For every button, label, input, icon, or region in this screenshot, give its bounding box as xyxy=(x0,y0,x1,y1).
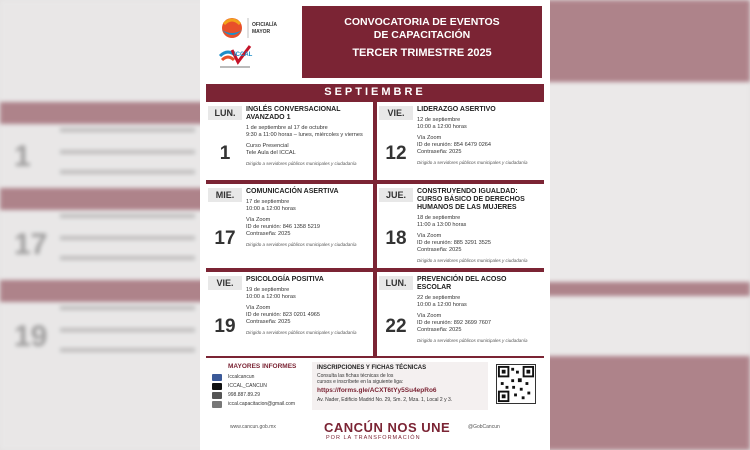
event-title: PSICOLOGÍA POSITIVA xyxy=(246,276,324,283)
registration-link[interactable]: https://forms.gle/ACXT6tYy5Su4epRo6 xyxy=(317,387,437,394)
email-address[interactable]: iccal.capacitacion@gmail.com xyxy=(228,401,296,407)
day-name: VIE. xyxy=(208,276,242,290)
event-location-line: Contraseña: 2025 xyxy=(246,231,291,237)
office-label-1: OFICIALÍA xyxy=(252,22,277,28)
title-line-3: TERCER TRIMESTRE 2025 xyxy=(352,47,492,59)
event-card xyxy=(377,184,544,268)
event-details xyxy=(246,276,371,336)
event-schedule-line: 11:00 a 13:00 horas xyxy=(417,222,467,228)
event-card xyxy=(206,102,373,180)
title-line-1: CONVOCATORIA DE EVENTOS xyxy=(344,16,500,28)
event-location-line: Contraseña: 2025 xyxy=(417,327,462,333)
event-schedule-line: 12 de septiembre xyxy=(417,117,461,123)
info-section xyxy=(206,360,544,412)
day-column xyxy=(377,184,415,268)
event-audience-note: Dirigido a servidores públicos municipales y ciudadanía xyxy=(417,160,528,165)
registration-box xyxy=(312,362,488,410)
event-poster xyxy=(200,0,550,450)
day-number: 1 xyxy=(219,143,231,164)
event-location-line: Vía Zoom xyxy=(417,313,442,319)
event-details xyxy=(417,106,542,166)
contact-title: MAYORES INFORMES xyxy=(228,363,297,370)
event-title: PREVENCIÓN DEL ACOSO ESCOLAR xyxy=(417,276,507,291)
facebook-icon xyxy=(212,374,222,381)
day-name: LUN. xyxy=(379,276,413,290)
event-location-line: Curso Presencial xyxy=(246,143,289,149)
day-number: 17 xyxy=(214,228,236,249)
phone-number[interactable]: 998.887.89.29 xyxy=(228,392,260,398)
day-name: MIE. xyxy=(208,188,242,202)
event-location-line: ID de reunión: 854 6479 0264 xyxy=(417,142,492,148)
qr-code-icon[interactable] xyxy=(496,364,536,404)
day-name: VIE. xyxy=(379,106,413,120)
event-location-line: Vía Zoom xyxy=(246,217,271,223)
event-schedule-line: 19 de septiembre xyxy=(246,287,290,293)
office-label-2: MAYOR xyxy=(252,29,271,35)
event-schedule-line: 1 de septiembre al 17 de octubre xyxy=(246,125,328,131)
blurred-background-left: 1 17 19 xyxy=(0,0,205,450)
event-schedule-line: 10:00 a 12:00 horas xyxy=(246,294,296,300)
event-schedule-line: 22 de septiembre xyxy=(417,295,461,301)
event-location-line: Contraseña: 2025 xyxy=(417,149,462,155)
address: Av. Nader, Edificio Madrid No. 29, Sm. 2, Mza. 1, Local 2 y 3. xyxy=(317,397,453,403)
x-handle[interactable]: ICCAL_CANCUN xyxy=(228,383,267,389)
event-location-line: Vía Zoom xyxy=(417,233,442,239)
event-audience-note: Dirigido a servidores públicos municipales y ciudadanía xyxy=(417,258,528,263)
phone-icon xyxy=(212,392,222,399)
event-audience-note: Dirigido a servidores públicos municipales y ciudadanía xyxy=(246,161,357,166)
brand-slogan: CANCÚN NOS UNE xyxy=(324,420,451,435)
day-column xyxy=(377,272,415,356)
government-logo-icon xyxy=(210,10,300,76)
day-number: 22 xyxy=(385,316,407,337)
event-location-line: Contraseña: 2025 xyxy=(417,247,462,253)
event-details xyxy=(246,106,371,167)
event-audience-note: Dirigido a servidores públicos municipales y ciudadanía xyxy=(246,242,357,247)
website[interactable]: www.cancun.gob.mx xyxy=(230,424,276,430)
event-location-line: Vía Zoom xyxy=(246,305,271,311)
day-number: 19 xyxy=(214,316,236,337)
event-details xyxy=(246,188,371,248)
facebook-handle[interactable]: Iccalcancun xyxy=(228,374,255,380)
iccal-label: ICCAL xyxy=(234,52,253,58)
event-audience-note: Dirigido a servidores públicos municipales y ciudadanía xyxy=(246,330,357,335)
event-schedule-line: 10:00 a 12:00 horas xyxy=(417,124,467,130)
day-name: LUN. xyxy=(208,106,242,120)
event-title: CONSTRUYENDO IGUALDAD: CURSO BÁSICO DE DERECHOS HUMANOS DE LAS MUJERES xyxy=(417,188,525,211)
poster-header xyxy=(200,0,550,82)
poster-footer xyxy=(200,414,550,450)
day-column xyxy=(206,184,244,268)
event-details xyxy=(417,188,542,264)
event-schedule-line: 9:30 a 11:00 horas – lunes, miércoles y viernes xyxy=(246,132,363,138)
month-banner: SEPTIEMBRE xyxy=(206,84,544,100)
event-card xyxy=(377,102,544,180)
registration-desc-2: cursos e inscríbete en la siguiente liga: xyxy=(317,379,404,385)
event-schedule-line: 17 de septiembre xyxy=(246,199,290,205)
contact-info xyxy=(206,360,306,412)
event-card xyxy=(377,272,544,356)
event-schedule-line: 10:00 a 12:00 horas xyxy=(417,302,467,308)
social-handle[interactable]: @GobCancun xyxy=(468,424,500,430)
x-icon xyxy=(212,383,222,390)
event-title: COMUNICACIÓN ASERTIVA xyxy=(246,188,339,195)
event-location-line: Contraseña: 2025 xyxy=(246,319,291,325)
event-card xyxy=(206,272,373,356)
events-grid xyxy=(206,100,544,358)
event-location-line: ID de reunión: 885 3291 3525 xyxy=(417,240,492,246)
title-line-2: DE CAPACITACIÓN xyxy=(373,29,471,41)
title-banner xyxy=(302,6,542,78)
day-column xyxy=(206,102,244,180)
day-column xyxy=(206,272,244,356)
registration-title: INSCRIPCIONES Y FICHAS TÉCNICAS xyxy=(317,365,427,371)
event-location-line: ID de reunión: 846 1358 5219 xyxy=(246,224,321,230)
event-location-line: Tele Aula del ICCAL xyxy=(246,150,296,156)
event-card xyxy=(206,184,373,268)
blurred-background-right xyxy=(545,0,750,450)
event-details xyxy=(417,276,542,344)
email-icon xyxy=(212,401,222,408)
brand-tagline: POR LA TRANSFORMACIÓN xyxy=(326,435,421,441)
event-schedule-line: 18 de septiembre xyxy=(417,215,461,221)
registration-desc-1: Consulta las fichas técnicas de los xyxy=(317,373,394,379)
event-location-line: Vía Zoom xyxy=(417,135,442,141)
event-title: LIDERAZGO ASERTIVO xyxy=(417,106,496,113)
event-title: INGLÉS CONVERSACIONAL AVANZADO 1 xyxy=(246,106,341,121)
day-number: 12 xyxy=(385,143,407,164)
event-location-line: ID de reunión: 892 3699 7607 xyxy=(417,320,492,326)
day-name: JUE. xyxy=(379,188,413,202)
day-column xyxy=(377,102,415,180)
event-location-line: ID de reunión: 823 0201 4965 xyxy=(246,312,321,318)
event-schedule-line: 10:00 a 12:00 horas xyxy=(246,206,296,212)
event-audience-note: Dirigido a servidores públicos municipales y ciudadanía xyxy=(417,338,528,343)
day-number: 18 xyxy=(385,228,407,249)
